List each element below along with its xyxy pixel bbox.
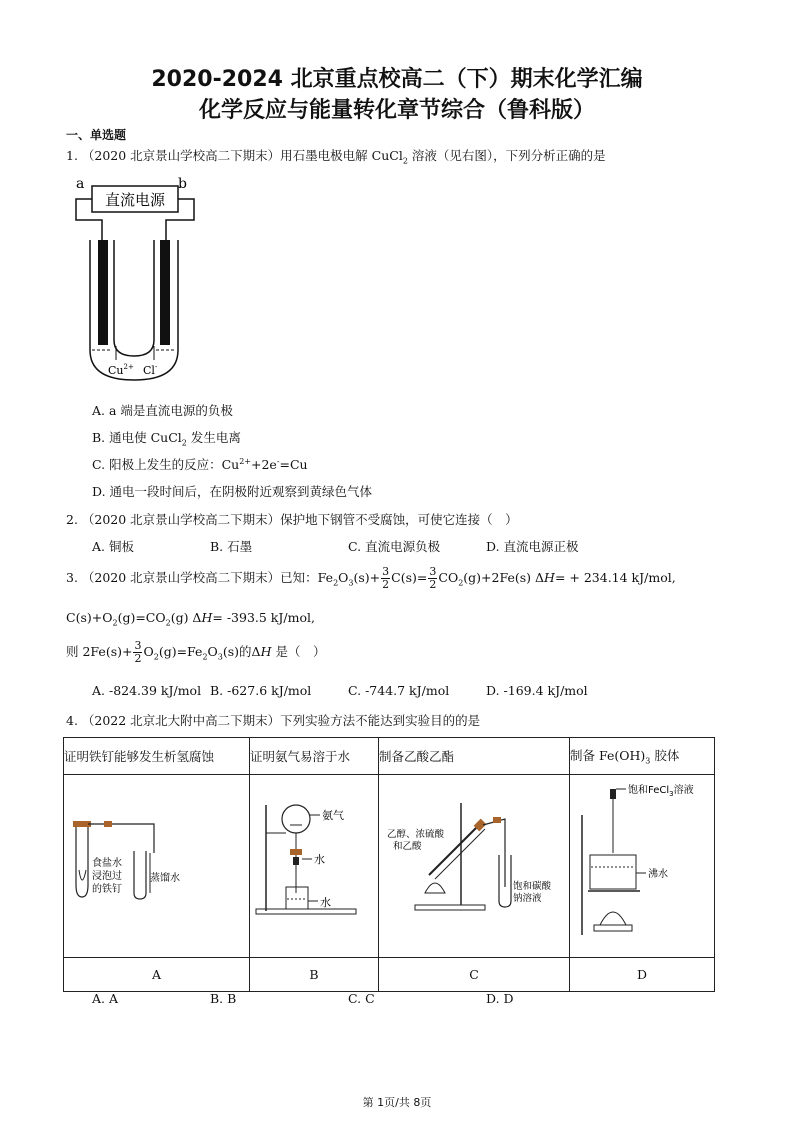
question-1-stem: 1. （2020 北京景山学校高二下期末）用石墨电极电解 CuCl$_2$ 溶液（见右图），下列分析正确的是 — [66, 148, 606, 166]
question-4-stem: 4. （2022 北京北大附中高二下期末）下列实验方法不能达到实验目的的是 — [66, 713, 481, 728]
q4-option-c: C. C — [348, 991, 375, 1006]
apparatus-b-diagram — [250, 775, 378, 954]
question-3-line2: $C(s)+O_2(g)=CO_2(g)$ ΔH= -393.5 kJ/mol, — [66, 610, 315, 628]
cl-ion-label: Cl- — [143, 363, 158, 377]
wire-b — [166, 199, 194, 240]
page-footer: 第 1页/共 8页 — [362, 1096, 432, 1109]
label-ammonia: 氨气 — [322, 809, 344, 822]
label-reactants-1: 乙醇、浓硫酸 — [387, 829, 445, 840]
q4-option-d: D. D — [486, 991, 514, 1006]
label-distilled-water: 蒸馏水 — [150, 873, 180, 884]
u-tube-inner — [114, 240, 154, 356]
electrolysis-diagram — [70, 170, 210, 400]
table-header-c: 制备乙酸乙酯 — [379, 738, 570, 775]
table-header-a: 证明铁钉能够发生析氢腐蚀 — [64, 738, 250, 775]
label-fecl3: 饱和FeCl$_3$溶液 — [628, 785, 694, 798]
apparatus-a-cell — [64, 775, 250, 958]
apparatus-b-cell — [250, 775, 379, 958]
q1-option-c: C. 阳极上发生的反应：$Cu^{2+}+2e^-=Cu$ — [92, 456, 308, 472]
apparatus-a-diagram — [64, 775, 249, 954]
q2-option-d: D. 直流电源正极 — [486, 539, 579, 554]
q2-option-b: B. 石墨 — [210, 539, 253, 554]
q3-option-c: C. -744.7 kJ/mol — [348, 683, 450, 698]
section-heading: 一、单选题 — [66, 128, 127, 142]
column-label-a: A — [64, 958, 250, 992]
right-electrode — [160, 240, 170, 345]
q3-option-d: D. -169.4 kJ/mol — [486, 683, 588, 698]
q1-option-b: B. 通电使 CuCl$_2$ 发生电离 — [92, 430, 241, 448]
apparatus-c-diagram — [379, 775, 569, 954]
label-na2co3-1: 饱和碳酸 — [513, 881, 552, 892]
column-label-d: D — [570, 958, 715, 992]
column-label-b: B — [250, 958, 379, 992]
question-3-line1: 3. （2020 北京景山学校高二下期末）已知：$Fe_2O_3(s)+$ $\frac{3}{2}$ C(s)= $\frac{3}{2}$ $CO_2(g)+2Fe(s) \Delta H= + 234.14$ kJ/mol, — [66, 565, 676, 591]
terminal-a-label: a — [76, 176, 85, 192]
label-water-2: 水 — [320, 896, 331, 909]
left-electrode — [98, 240, 108, 345]
label-soaked: 浸泡过 — [92, 871, 122, 882]
q3-option-a: A. -824.39 kJ/mol — [92, 683, 202, 698]
apparatus-d-cell — [570, 775, 715, 958]
cu-ion-label: $Cu^{2+}$ — [108, 363, 134, 377]
q4-option-b: B. B — [210, 991, 237, 1006]
question-2-stem: 2. （2020 北京景山学校高二下期末）保护地下钢管不受腐蚀，可使它连接（ ） — [66, 512, 518, 527]
label-iron-nail: 的铁钉 — [92, 884, 122, 895]
q2-option-a: A. 铜板 — [92, 539, 134, 554]
label-na2co3-2: 钠溶液 — [513, 893, 542, 904]
page-title-line1: 2020-2024 北京重点校高二（下）期末化学汇编 — [151, 67, 643, 92]
label-water-1: 水 — [314, 853, 325, 866]
table-header-b: 证明氨气易溶于水 — [250, 738, 379, 775]
experiment-table — [63, 737, 715, 992]
page-title-line2: 化学反应与能量转化章节综合（鲁科版） — [198, 98, 595, 123]
table-header-d: 制备 $Fe(OH)_3$ 胶体 — [570, 738, 715, 775]
question-3-line3: 则 2Fe(s)+ $\frac{3}{2}$ $O_2(g)=Fe_2O_3(s)$的ΔH 是（ ） — [66, 639, 326, 665]
q3-option-b: B. -627.6 kJ/mol — [210, 683, 312, 698]
label-boiling-water: 沸水 — [648, 869, 668, 880]
q2-option-c: C. 直流电源负极 — [348, 539, 441, 554]
terminal-b-label: b — [178, 176, 187, 192]
label-salt-water: 食盐水 — [92, 858, 122, 869]
label-reactants-2: 和乙酸 — [393, 841, 422, 852]
q4-option-a: A. A — [92, 991, 119, 1006]
apparatus-d-diagram — [570, 775, 714, 954]
power-supply-label: 直流电源 — [104, 191, 166, 209]
q1-option-d: D. 通电一段时间后，在阴极附近观察到黄绿色气体 — [92, 484, 373, 499]
apparatus-c-cell — [379, 775, 570, 958]
q1-option-a: A. a 端是直流电源的负极 — [92, 403, 233, 418]
column-label-c: C — [379, 958, 570, 992]
wire-a — [76, 199, 102, 240]
